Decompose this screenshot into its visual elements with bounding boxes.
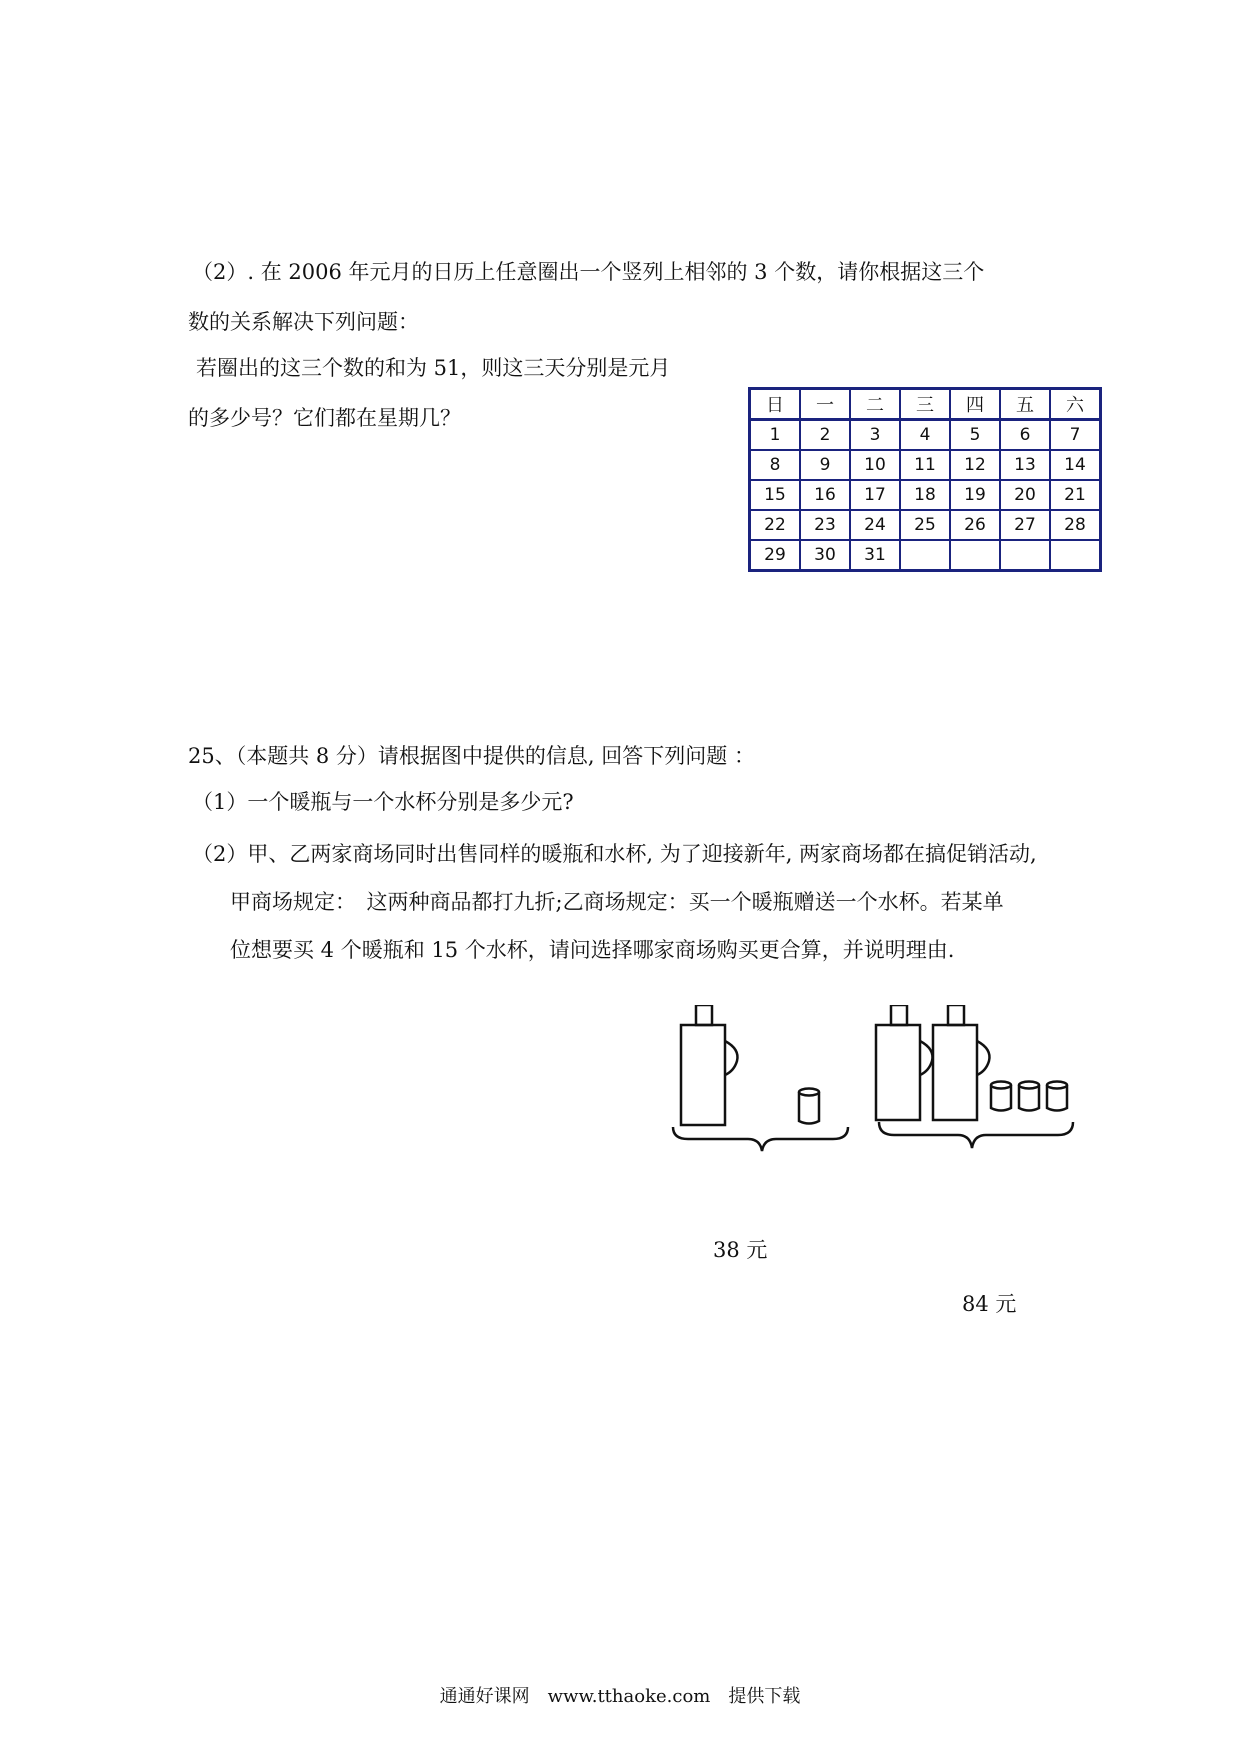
calendar-week-row	[750, 420, 1101, 451]
calendar-day-cell: 2	[800, 420, 850, 451]
calendar-day-cell: 23	[800, 510, 850, 540]
brace-right	[879, 1122, 1073, 1148]
calendar-day-cell: 22	[750, 510, 801, 540]
price-label-left: 38 元	[713, 1238, 768, 1262]
thermos-cup-figure	[668, 1005, 1100, 1160]
calendar-day-cell: 9	[800, 450, 850, 480]
calendar-day-cell: 7	[1050, 420, 1101, 451]
calendar-day-cell: 11	[900, 450, 950, 480]
calendar-day-cell: 26	[950, 510, 1000, 540]
cup-icon	[799, 1089, 819, 1124]
calendar-week-row	[750, 510, 1101, 540]
calendar-header-cell: 五	[1000, 389, 1050, 420]
calendar-day-cell: 21	[1050, 480, 1101, 510]
q25-part2-line2: 甲商场规定： 这两种商品都打九折;乙商场规定：买一个暖瓶赠送一个水杯。若某单	[230, 890, 1004, 914]
q25-part1: （1）一个暖瓶与一个水杯分别是多少元?	[192, 790, 574, 814]
calendar-header-cell: 三	[900, 389, 950, 420]
calendar-day-cell: 18	[900, 480, 950, 510]
calendar-day-cell: 30	[800, 540, 850, 571]
q24-part2-line1: （2）. 在 2006 年元月的日历上任意圈出一个竖列上相邻的 3 个数，请你根据这三个	[192, 260, 985, 284]
calendar-day-cell	[900, 540, 950, 571]
calendar-day-cell: 6	[1000, 420, 1050, 451]
calendar-day-cell: 14	[1050, 450, 1101, 480]
calendar-header-row	[750, 389, 1101, 420]
cup-icon	[1047, 1082, 1067, 1111]
calendar-header-cell: 一	[800, 389, 850, 420]
calendar-week-row	[750, 450, 1101, 480]
calendar-day-cell: 24	[850, 510, 900, 540]
page-footer: 通通好课网 www.tthaoke.com 提供下载	[439, 1686, 801, 1707]
calendar-day-cell: 27	[1000, 510, 1050, 540]
calendar-table	[748, 387, 1102, 572]
cup-icon	[1019, 1082, 1039, 1111]
calendar-day-cell: 15	[750, 480, 801, 510]
calendar-day-cell: 3	[850, 420, 900, 451]
calendar-header-cell: 四	[950, 389, 1000, 420]
price-label-right: 84 元	[962, 1292, 1017, 1316]
calendar-day-cell: 28	[1050, 510, 1101, 540]
calendar-day-cell: 29	[750, 540, 801, 571]
q25-part2-line3: 位想要买 4 个暖瓶和 15 个水杯，请问选择哪家商场购买更合算，并说明理由.	[230, 938, 955, 962]
calendar-day-cell: 1	[750, 420, 801, 451]
calendar-header-cell: 日	[750, 389, 801, 420]
calendar-day-cell: 25	[900, 510, 950, 540]
q24-part2-line3: 若圈出的这三个数的和为 51，则这三天分别是元月	[196, 356, 671, 380]
thermos-icon	[681, 1005, 738, 1125]
calendar-day-cell	[1000, 540, 1050, 571]
calendar-day-cell: 17	[850, 480, 900, 510]
calendar-day-cell: 20	[1000, 480, 1050, 510]
q25-part2-line1: （2）甲、乙两家商场同时出售同样的暖瓶和水杯, 为了迎接新年, 两家商场都在搞促销活动,	[192, 842, 1037, 866]
calendar-day-cell	[950, 540, 1000, 571]
calendar-week-row	[750, 480, 1101, 510]
calendar-day-cell: 4	[900, 420, 950, 451]
thermos-icon	[933, 1005, 990, 1120]
calendar-day-cell: 31	[850, 540, 900, 571]
calendar-day-cell: 8	[750, 450, 801, 480]
thermos-icon	[876, 1005, 933, 1120]
calendar-header-cell: 六	[1050, 389, 1101, 420]
q24-part2-line2: 数的关系解决下列问题：	[188, 310, 419, 334]
calendar-header-cell: 二	[850, 389, 900, 420]
calendar-day-cell: 5	[950, 420, 1000, 451]
calendar-day-cell: 10	[850, 450, 900, 480]
q24-part2-line4: 的多少号？它们都在星期几？	[188, 406, 461, 430]
calendar-week-row	[750, 540, 1101, 571]
calendar-day-cell: 12	[950, 450, 1000, 480]
calendar-day-cell: 16	[800, 480, 850, 510]
cup-icon	[991, 1082, 1011, 1111]
brace-left	[673, 1127, 848, 1151]
calendar-day-cell: 19	[950, 480, 1000, 510]
q25-title: 25、（本题共 8 分）请根据图中提供的信息, 回答下列问题 ：	[188, 744, 755, 768]
calendar-day-cell	[1050, 540, 1101, 571]
calendar-day-cell: 13	[1000, 450, 1050, 480]
